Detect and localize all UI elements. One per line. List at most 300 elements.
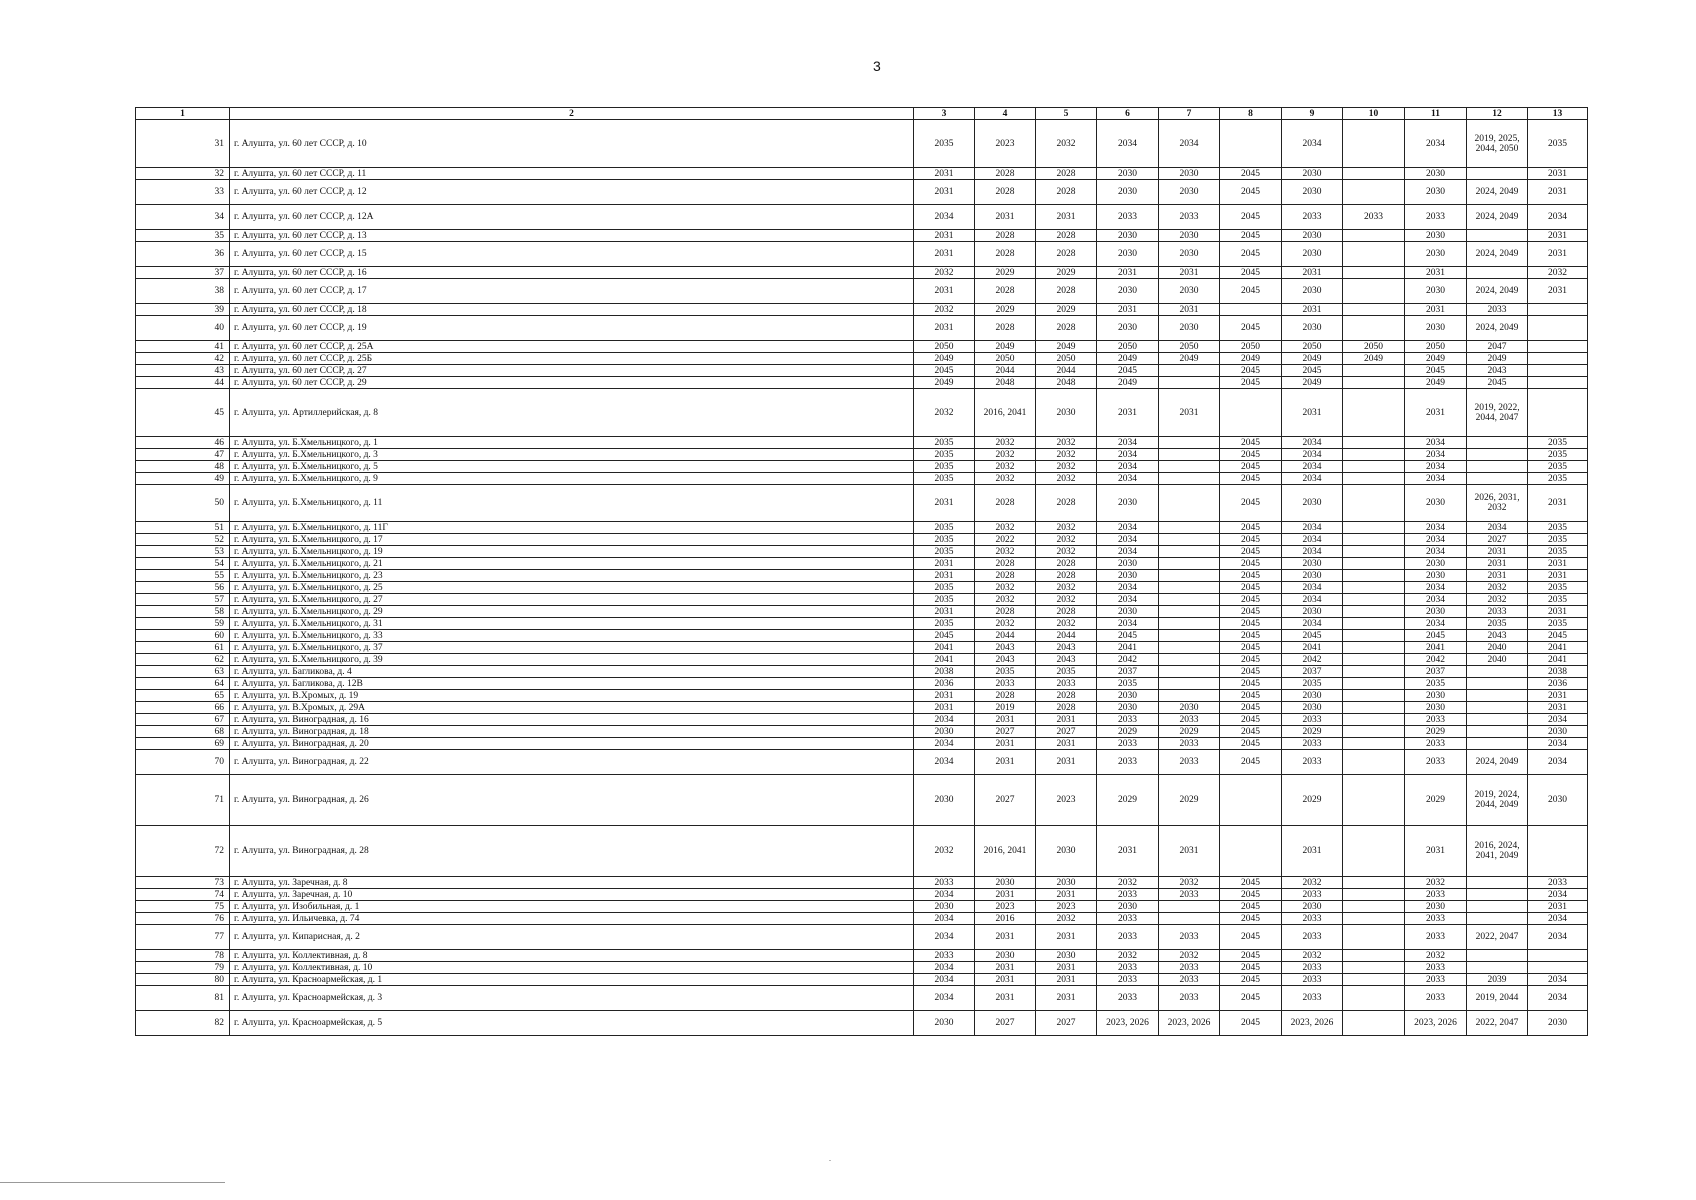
year-cell: 2030 xyxy=(1405,702,1467,714)
year-cell: 2034 xyxy=(914,750,975,775)
year-cell: 2034 xyxy=(1405,534,1467,546)
row-number-cell: 67 xyxy=(136,714,230,726)
year-cell xyxy=(1343,389,1405,437)
year-cell xyxy=(1343,304,1405,316)
year-cell: 2023, 2026 xyxy=(1405,1011,1467,1036)
year-cell: 2033 xyxy=(1282,925,1343,950)
year-cell: 2033 xyxy=(1405,974,1467,986)
year-cell: 2031 xyxy=(1528,606,1588,618)
year-cell xyxy=(1343,877,1405,889)
year-cell xyxy=(1343,642,1405,654)
year-cell: 2035 xyxy=(914,522,975,534)
address-cell: г. Алушта, ул. 60 лет СССР, д. 12А xyxy=(230,205,914,230)
year-cell: 2045 xyxy=(1220,473,1282,485)
year-cell xyxy=(1343,120,1405,168)
year-cell: 2034 xyxy=(1282,437,1343,449)
column-header: 1 xyxy=(136,108,230,120)
year-cell xyxy=(1343,925,1405,950)
year-cell: 2016, 2024, 2041, 2049 xyxy=(1467,826,1528,877)
year-cell: 2045 xyxy=(1220,877,1282,889)
address-cell: г. Алушта, ул. 60 лет СССР, д. 27 xyxy=(230,365,914,377)
year-cell: 2031 xyxy=(914,570,975,582)
year-cell: 2049 xyxy=(1343,353,1405,365)
row-number-cell: 80 xyxy=(136,974,230,986)
year-cell: 2033 xyxy=(1405,986,1467,1011)
year-cell xyxy=(1343,230,1405,242)
year-cell: 2033 xyxy=(1282,738,1343,750)
row-number-cell: 61 xyxy=(136,642,230,654)
year-cell: 2028 xyxy=(975,279,1036,304)
year-cell: 2029 xyxy=(1097,775,1159,826)
column-header: 5 xyxy=(1036,108,1097,120)
year-cell xyxy=(1467,913,1528,925)
year-cell: 2031 xyxy=(914,485,975,522)
year-cell: 2032 xyxy=(914,304,975,316)
year-cell: 2035 xyxy=(914,449,975,461)
year-cell: 2045 xyxy=(1220,630,1282,642)
table-row xyxy=(136,690,1588,702)
year-cell: 2028 xyxy=(1036,316,1097,341)
year-cell: 2038 xyxy=(914,666,975,678)
year-cell: 2030 xyxy=(914,1011,975,1036)
year-cell: 2040 xyxy=(1467,642,1528,654)
year-cell: 2030 xyxy=(1097,242,1159,267)
year-cell: 2033 xyxy=(1528,877,1588,889)
year-cell: 2049 xyxy=(1282,353,1343,365)
year-cell: 2033 xyxy=(1282,913,1343,925)
year-cell: 2033 xyxy=(1282,205,1343,230)
year-cell: 2030 xyxy=(914,901,975,913)
table-row xyxy=(136,714,1588,726)
year-cell: 2028 xyxy=(1036,570,1097,582)
year-cell: 2049 xyxy=(1036,341,1097,353)
year-cell xyxy=(1343,678,1405,690)
year-cell: 2033 xyxy=(1159,974,1220,986)
year-cell: 2035 xyxy=(1528,582,1588,594)
year-cell xyxy=(1467,168,1528,180)
table-row xyxy=(136,877,1588,889)
table-row xyxy=(136,279,1588,304)
year-cell xyxy=(1343,377,1405,389)
year-cell: 2022, 2047 xyxy=(1467,925,1528,950)
year-cell: 2045 xyxy=(1220,365,1282,377)
year-cell: 2030 xyxy=(1159,242,1220,267)
address-cell: г. Алушта, ул. 60 лет СССР, д. 13 xyxy=(230,230,914,242)
year-cell: 2031 xyxy=(914,279,975,304)
year-cell: 2038 xyxy=(1528,666,1588,678)
year-cell: 2028 xyxy=(975,242,1036,267)
address-cell: г. Алушта, ул. Заречная, д. 10 xyxy=(230,889,914,901)
year-cell: 2045 xyxy=(1220,690,1282,702)
year-cell: 2045 xyxy=(1220,449,1282,461)
year-cell: 2045 xyxy=(1220,230,1282,242)
address-cell: г. Алушта, ул. Б.Хмельницкого, д. 39 xyxy=(230,654,914,666)
year-cell: 2049 xyxy=(914,377,975,389)
year-cell: 2031 xyxy=(1467,558,1528,570)
row-number-cell: 57 xyxy=(136,594,230,606)
year-cell: 2032 xyxy=(1467,594,1528,606)
address-cell: г. Алушта, ул. Б.Хмельницкого, д. 3 xyxy=(230,449,914,461)
address-cell: г. Алушта, ул. Б.Хмельницкого, д. 23 xyxy=(230,570,914,582)
year-cell: 2035 xyxy=(1528,461,1588,473)
year-cell: 2043 xyxy=(1036,654,1097,666)
year-cell: 2030 xyxy=(1097,702,1159,714)
year-cell xyxy=(1343,546,1405,558)
year-cell: 2030 xyxy=(1405,485,1467,522)
address-cell: г. Алушта, ул. Б.Хмельницкого, д. 19 xyxy=(230,546,914,558)
year-cell: 2031 xyxy=(1036,889,1097,901)
row-number-cell: 70 xyxy=(136,750,230,775)
address-cell: г. Алушта, ул. 60 лет СССР, д. 25А xyxy=(230,341,914,353)
year-cell: 2031 xyxy=(1282,389,1343,437)
table-row xyxy=(136,654,1588,666)
year-cell: 2016 xyxy=(975,913,1036,925)
row-number-cell: 75 xyxy=(136,901,230,913)
year-cell: 2033 xyxy=(1405,714,1467,726)
year-cell: 2034 xyxy=(1528,925,1588,950)
year-cell xyxy=(1528,950,1588,962)
table-row xyxy=(136,678,1588,690)
year-cell: 2034 xyxy=(1405,120,1467,168)
address-cell: г. Алушта, ул. Б.Хмельницкого, д. 5 xyxy=(230,461,914,473)
year-cell: 2042 xyxy=(1282,654,1343,666)
year-cell xyxy=(1343,702,1405,714)
year-cell: 2024, 2049 xyxy=(1467,205,1528,230)
year-cell: 2043 xyxy=(1036,642,1097,654)
year-cell: 2030 xyxy=(1159,230,1220,242)
year-cell xyxy=(1343,279,1405,304)
year-cell: 2032 xyxy=(1036,534,1097,546)
year-cell: 2035 xyxy=(914,582,975,594)
year-cell: 2032 xyxy=(1036,594,1097,606)
row-number-cell: 37 xyxy=(136,267,230,279)
table-row xyxy=(136,558,1588,570)
row-number-cell: 33 xyxy=(136,180,230,205)
year-cell: 2045 xyxy=(1220,901,1282,913)
year-cell xyxy=(1343,950,1405,962)
year-cell: 2035 xyxy=(1528,534,1588,546)
address-cell: г. Алушта, ул. Б.Хмельницкого, д. 1 xyxy=(230,437,914,449)
year-cell: 2028 xyxy=(1036,485,1097,522)
table-row xyxy=(136,1011,1588,1036)
year-cell xyxy=(1343,522,1405,534)
address-cell: г. Алушта, ул. Красноармейская, д. 3 xyxy=(230,986,914,1011)
year-cell: 2049 xyxy=(1159,353,1220,365)
year-cell: 2028 xyxy=(975,485,1036,522)
year-cell: 2034 xyxy=(1405,461,1467,473)
year-cell: 2045 xyxy=(1220,168,1282,180)
year-cell: 2045 xyxy=(1282,630,1343,642)
column-header: 7 xyxy=(1159,108,1220,120)
year-cell: 2034 xyxy=(1097,618,1159,630)
year-cell: 2032 xyxy=(975,594,1036,606)
year-cell xyxy=(1159,606,1220,618)
year-cell: 2029 xyxy=(1159,775,1220,826)
row-number-cell: 66 xyxy=(136,702,230,714)
year-cell: 2028 xyxy=(1036,230,1097,242)
year-cell: 2033 xyxy=(1097,974,1159,986)
year-cell: 2032 xyxy=(975,437,1036,449)
year-cell: 2034 xyxy=(914,889,975,901)
year-cell xyxy=(1467,950,1528,962)
year-cell: 2034 xyxy=(1097,534,1159,546)
year-cell: 2035 xyxy=(914,461,975,473)
year-cell: 2034 xyxy=(914,925,975,950)
year-cell: 2031 xyxy=(1528,168,1588,180)
year-cell: 2030 xyxy=(1097,558,1159,570)
address-cell: г. Алушта, ул. Виноградная, д. 20 xyxy=(230,738,914,750)
table-row xyxy=(136,702,1588,714)
year-cell xyxy=(1159,377,1220,389)
year-cell: 2019, 2025, 2044, 2050 xyxy=(1467,120,1528,168)
year-cell xyxy=(1343,582,1405,594)
year-cell: 2045 xyxy=(1097,630,1159,642)
table-row xyxy=(136,353,1588,365)
year-cell: 2050 xyxy=(1036,353,1097,365)
year-cell: 2031 xyxy=(1036,714,1097,726)
year-cell: 2029 xyxy=(1282,775,1343,826)
year-cell: 2031 xyxy=(1282,267,1343,279)
year-cell: 2033 xyxy=(1467,304,1528,316)
year-cell: 2031 xyxy=(1097,826,1159,877)
year-cell: 2032 xyxy=(975,618,1036,630)
year-cell: 2032 xyxy=(975,461,1036,473)
table-row xyxy=(136,230,1588,242)
year-cell xyxy=(1343,962,1405,974)
year-cell: 2031 xyxy=(1467,570,1528,582)
year-cell: 2041 xyxy=(914,654,975,666)
year-cell: 2033 xyxy=(975,678,1036,690)
year-cell: 2045 xyxy=(1220,738,1282,750)
year-cell: 2034 xyxy=(914,974,975,986)
year-cell: 2019, 2044 xyxy=(1467,986,1528,1011)
year-cell: 2022, 2047 xyxy=(1467,1011,1528,1036)
year-cell: 2045 xyxy=(1220,678,1282,690)
table-row xyxy=(136,962,1588,974)
year-cell: 2033 xyxy=(1282,889,1343,901)
year-cell: 2031 xyxy=(914,316,975,341)
year-cell xyxy=(1220,826,1282,877)
row-number-cell: 44 xyxy=(136,377,230,389)
year-cell: 2031 xyxy=(1036,205,1097,230)
year-cell: 2031 xyxy=(975,986,1036,1011)
year-cell: 2027 xyxy=(1467,534,1528,546)
year-cell: 2030 xyxy=(975,877,1036,889)
year-cell: 2028 xyxy=(1036,558,1097,570)
year-cell: 2045 xyxy=(1405,365,1467,377)
year-cell: 2045 xyxy=(1220,618,1282,630)
year-cell: 2023, 2026 xyxy=(1097,1011,1159,1036)
year-cell: 2050 xyxy=(975,353,1036,365)
table-row xyxy=(136,120,1588,168)
year-cell xyxy=(1159,461,1220,473)
year-cell: 2032 xyxy=(975,473,1036,485)
year-cell: 2045 xyxy=(914,630,975,642)
year-cell: 2049 xyxy=(1467,353,1528,365)
year-cell: 2033 xyxy=(1097,889,1159,901)
year-cell: 2045 xyxy=(1220,962,1282,974)
year-cell xyxy=(1220,775,1282,826)
year-cell: 2050 xyxy=(1405,341,1467,353)
year-cell: 2032 xyxy=(1282,877,1343,889)
year-cell: 2049 xyxy=(1282,377,1343,389)
year-cell: 2030 xyxy=(975,950,1036,962)
address-cell: г. Алушта, ул. Коллективная, д. 8 xyxy=(230,950,914,962)
year-cell: 2043 xyxy=(1467,630,1528,642)
year-cell: 2035 xyxy=(1528,473,1588,485)
year-cell: 2028 xyxy=(975,230,1036,242)
row-number-cell: 55 xyxy=(136,570,230,582)
row-number-cell: 43 xyxy=(136,365,230,377)
year-cell: 2031 xyxy=(1528,485,1588,522)
address-cell: г. Алушта, ул. Б.Хмельницкого, д. 27 xyxy=(230,594,914,606)
row-number-cell: 34 xyxy=(136,205,230,230)
year-cell: 2042 xyxy=(1097,654,1159,666)
year-cell: 2033 xyxy=(1467,606,1528,618)
year-cell: 2033 xyxy=(1282,986,1343,1011)
year-cell xyxy=(1528,826,1588,877)
year-cell: 2032 xyxy=(1467,582,1528,594)
year-cell: 2034 xyxy=(1282,534,1343,546)
year-cell: 2033 xyxy=(1405,205,1467,230)
year-cell: 2032 xyxy=(1036,120,1097,168)
row-number-cell: 53 xyxy=(136,546,230,558)
year-cell: 2043 xyxy=(975,654,1036,666)
address-cell: г. Алушта, ул. Красноармейская, д. 1 xyxy=(230,974,914,986)
row-number-cell: 49 xyxy=(136,473,230,485)
year-cell: 2030 xyxy=(1282,606,1343,618)
year-cell: 2034 xyxy=(1282,522,1343,534)
address-cell: г. Алушта, ул. Багликова, д. 4 xyxy=(230,666,914,678)
year-cell: 2030 xyxy=(1282,316,1343,341)
year-cell: 2037 xyxy=(1097,666,1159,678)
address-cell: г. Алушта, ул. Б.Хмельницкого, д. 11 xyxy=(230,485,914,522)
year-cell: 2050 xyxy=(914,341,975,353)
year-cell xyxy=(1159,558,1220,570)
year-cell: 2050 xyxy=(1343,341,1405,353)
year-cell: 2031 xyxy=(1036,738,1097,750)
year-cell: 2041 xyxy=(914,642,975,654)
year-cell xyxy=(1467,702,1528,714)
year-cell: 2030 xyxy=(1097,316,1159,341)
year-cell: 2029 xyxy=(975,304,1036,316)
year-cell: 2034 xyxy=(1282,546,1343,558)
row-number-cell: 41 xyxy=(136,341,230,353)
year-cell xyxy=(1467,473,1528,485)
year-cell: 2030 xyxy=(1528,1011,1588,1036)
address-cell: г. Алушта, ул. Виноградная, д. 28 xyxy=(230,826,914,877)
year-cell: 2034 xyxy=(914,714,975,726)
year-cell: 2033 xyxy=(1097,205,1159,230)
table-row xyxy=(136,582,1588,594)
row-number-cell: 59 xyxy=(136,618,230,630)
row-number-cell: 73 xyxy=(136,877,230,889)
year-cell: 2023 xyxy=(1036,901,1097,913)
year-cell: 2016, 2041 xyxy=(975,826,1036,877)
column-header: 8 xyxy=(1220,108,1282,120)
year-cell: 2031 xyxy=(1036,974,1097,986)
year-cell: 2035 xyxy=(1282,678,1343,690)
table-row xyxy=(136,242,1588,267)
year-cell: 2034 xyxy=(1528,205,1588,230)
table-row xyxy=(136,889,1588,901)
year-cell: 2042 xyxy=(1405,654,1467,666)
year-cell: 2030 xyxy=(1405,316,1467,341)
year-cell: 2031 xyxy=(1528,230,1588,242)
address-cell: г. Алушта, ул. Багликова, д. 12В xyxy=(230,678,914,690)
year-cell xyxy=(1467,678,1528,690)
year-cell: 2034 xyxy=(1528,750,1588,775)
year-cell xyxy=(1467,666,1528,678)
year-cell: 2045 xyxy=(1220,582,1282,594)
year-cell: 2029 xyxy=(1282,726,1343,738)
table-row xyxy=(136,750,1588,775)
year-cell xyxy=(1343,974,1405,986)
year-cell: 2033 xyxy=(1097,714,1159,726)
table-row xyxy=(136,304,1588,316)
year-cell: 2033 xyxy=(1097,925,1159,950)
year-cell: 2031 xyxy=(975,738,1036,750)
year-cell: 2045 xyxy=(1097,365,1159,377)
year-cell: 2032 xyxy=(1097,877,1159,889)
table-row xyxy=(136,365,1588,377)
row-number-cell: 42 xyxy=(136,353,230,365)
address-cell: г. Алушта, ул. 60 лет СССР, д. 16 xyxy=(230,267,914,279)
year-cell: 2034 xyxy=(1282,461,1343,473)
table-row xyxy=(136,594,1588,606)
year-cell: 2045 xyxy=(914,365,975,377)
year-cell xyxy=(1159,534,1220,546)
year-cell: 2026, 2031, 2032 xyxy=(1467,485,1528,522)
year-cell xyxy=(1343,168,1405,180)
table-row xyxy=(136,377,1588,389)
table-row xyxy=(136,168,1588,180)
year-cell: 2031 xyxy=(975,962,1036,974)
year-cell: 2045 xyxy=(1220,522,1282,534)
column-header: 9 xyxy=(1282,108,1343,120)
year-cell: 2031 xyxy=(1036,986,1097,1011)
year-cell: 2030 xyxy=(1159,316,1220,341)
year-cell: 2045 xyxy=(1220,180,1282,205)
year-cell: 2030 xyxy=(1405,168,1467,180)
year-cell: 2045 xyxy=(1220,205,1282,230)
year-cell: 2031 xyxy=(1159,389,1220,437)
year-cell: 2027 xyxy=(1036,726,1097,738)
year-cell: 2023 xyxy=(975,120,1036,168)
year-cell: 2028 xyxy=(1036,702,1097,714)
year-cell: 2033 xyxy=(1159,205,1220,230)
year-cell: 2045 xyxy=(1220,242,1282,267)
table-row xyxy=(136,974,1588,986)
year-cell: 2045 xyxy=(1220,1011,1282,1036)
year-cell: 2036 xyxy=(914,678,975,690)
year-cell xyxy=(1343,986,1405,1011)
year-cell: 2023 xyxy=(1036,775,1097,826)
year-cell xyxy=(1343,267,1405,279)
year-cell xyxy=(1159,437,1220,449)
year-cell: 2016, 2041 xyxy=(975,389,1036,437)
row-number-cell: 38 xyxy=(136,279,230,304)
year-cell xyxy=(1159,485,1220,522)
year-cell: 2031 xyxy=(1528,242,1588,267)
year-cell: 2030 xyxy=(1159,702,1220,714)
year-cell: 2044 xyxy=(975,630,1036,642)
year-cell xyxy=(1159,666,1220,678)
year-cell xyxy=(1343,738,1405,750)
address-cell: г. Алушта, ул. Б.Хмельницкого, д. 25 xyxy=(230,582,914,594)
year-cell: 2035 xyxy=(914,546,975,558)
year-cell: 2031 xyxy=(1159,826,1220,877)
